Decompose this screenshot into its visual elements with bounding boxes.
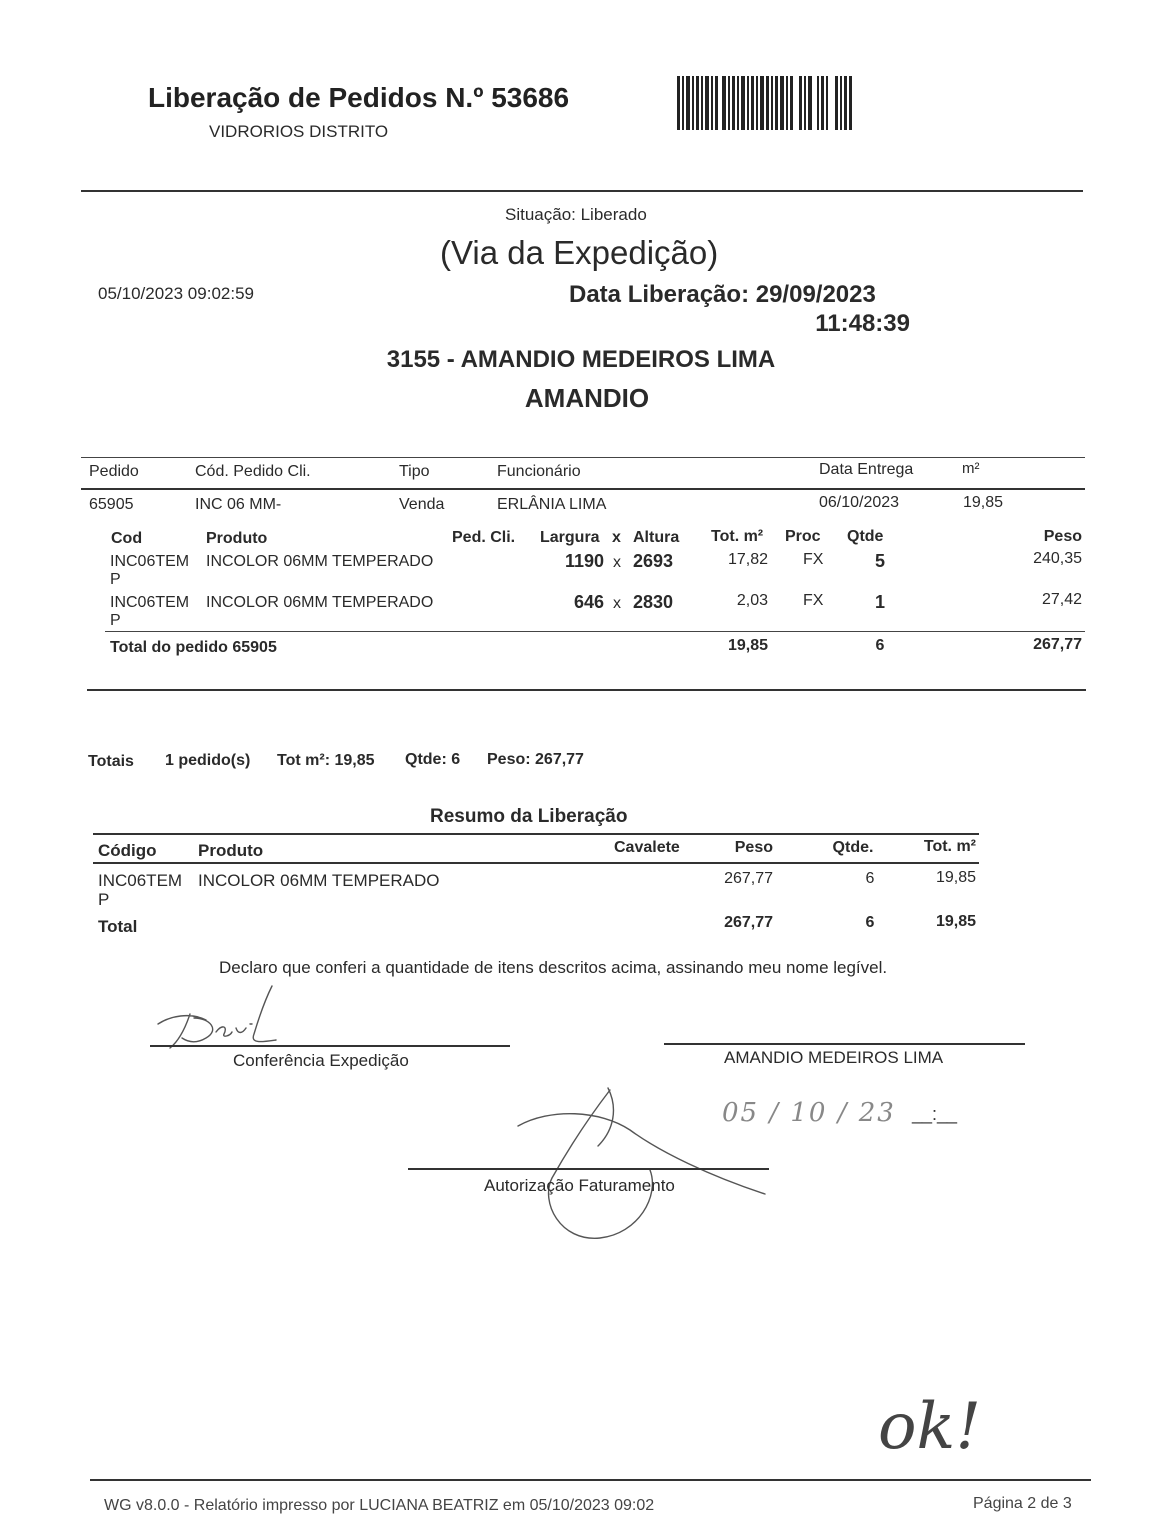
conferencia-signature-line xyxy=(150,1045,510,1047)
resumo-top-rule xyxy=(93,833,979,835)
item-peso: 240,35 xyxy=(1033,550,1082,567)
order-cod-pedido-cli: INC 06 MM- xyxy=(195,496,282,513)
totals-label: Totais xyxy=(88,753,134,770)
item-qtde: 5 xyxy=(874,551,885,571)
resumo-header-tot-m2: Tot. m² xyxy=(923,838,976,855)
header-divider xyxy=(81,190,1083,192)
item-header-altura: Altura xyxy=(633,529,680,546)
item-altura: 2830 xyxy=(633,592,674,612)
item-largura: 1190 xyxy=(564,551,604,571)
item-altura: 2693 xyxy=(633,551,674,571)
col-header-funcionario: Funcionário xyxy=(497,463,581,480)
situacao-text: Situação: Liberado xyxy=(505,205,647,224)
resumo-total-label: Total xyxy=(98,917,138,936)
col-header-data-entrega: Data Entrega xyxy=(819,461,914,478)
autorizacao-label: Autorização Faturamento xyxy=(484,1176,675,1195)
resumo-peso: 267,77 xyxy=(724,870,773,887)
via-title: (Via da Expedição) xyxy=(440,234,719,271)
resumo-qtde: 6 xyxy=(865,870,875,887)
resumo-header-peso: Peso xyxy=(734,839,773,856)
item-header-proc: Proc xyxy=(785,528,821,545)
item-cod: INC06TEM xyxy=(110,553,190,570)
col-header-cod-pedido-cli: Cód. Pedido Cli. xyxy=(195,463,311,480)
print-datetime: 05/10/2023 09:02:59 xyxy=(98,284,254,303)
item-produto: INCOLOR 06MM TEMPERADO xyxy=(206,553,434,570)
order-table-bottom-rule xyxy=(87,689,1086,691)
client-line: 3155 - AMANDIO MEDEIROS LIMA xyxy=(386,346,776,373)
time-blank: __:__ xyxy=(912,1104,958,1124)
item-qtde: 1 xyxy=(874,592,885,612)
item-tot-m2: 2,03 xyxy=(736,592,768,609)
footer-page-number: Página 2 de 3 xyxy=(973,1495,1072,1512)
item-header-cod: Cod xyxy=(111,530,143,547)
order-tipo: Venda xyxy=(399,496,445,513)
barcode xyxy=(677,76,852,130)
resumo-codigo: INC06TEM xyxy=(98,871,183,890)
col-header-tipo: Tipo xyxy=(399,463,430,480)
item-x: x xyxy=(613,595,621,612)
order-m2: 19,85 xyxy=(963,494,1004,511)
item-peso: 27,42 xyxy=(1041,591,1082,608)
order-total-m2: 19,85 xyxy=(727,637,768,654)
resumo-tot-m2: 19,85 xyxy=(935,869,976,886)
resumo-header-codigo: Código xyxy=(98,841,157,860)
order-funcionario: ERLÂNIA LIMA xyxy=(497,496,607,513)
autorizacao-signature-line xyxy=(408,1168,769,1170)
conferencia-label: Conferência Expedição xyxy=(233,1051,409,1070)
order-table-header-rule xyxy=(81,488,1085,490)
handwritten-date: 05 / 10 / 23 xyxy=(722,1098,896,1128)
item-tot-m2: 17,82 xyxy=(727,551,768,568)
col-header-m2: m² xyxy=(962,460,980,477)
item-proc: FX xyxy=(803,592,824,609)
item-header-qtde: Qtde xyxy=(847,528,884,545)
order-pedido: 65905 xyxy=(89,496,134,513)
order-table-top-rule xyxy=(81,457,1085,458)
item-cod: INC06TEM xyxy=(110,594,190,611)
handwritten-ok: ok! xyxy=(878,1390,982,1464)
footer-rule xyxy=(90,1479,1091,1481)
totals-pedidos: 1 pedido(s) xyxy=(165,752,251,769)
item-header-ped-cli: Ped. Cli. xyxy=(452,529,516,546)
item-cod-wrap: P xyxy=(110,571,121,588)
totals-m2: Tot m²: 19,85 xyxy=(277,752,375,769)
item-largura: 646 xyxy=(573,592,604,612)
item-header-produto: Produto xyxy=(206,530,268,547)
client-signature-name: AMANDIO MEDEIROS LIMA xyxy=(724,1048,944,1067)
item-cod-wrap: P xyxy=(110,612,121,629)
items-total-rule xyxy=(105,631,1085,632)
liberacao-date: Data Liberação: 29/09/2023 xyxy=(569,281,876,308)
declaration-text: Declaro que conferi a quantidade de itens descritos acima, assinando meu nome legível. xyxy=(219,958,888,977)
resumo-header-rule xyxy=(93,862,979,864)
order-total-peso: 267,77 xyxy=(1033,636,1082,653)
item-x: x xyxy=(613,554,621,571)
client-short: AMANDIO xyxy=(524,383,650,413)
company-name: VIDRORIOS DISTRITO xyxy=(209,122,389,141)
col-header-pedido: Pedido xyxy=(89,463,139,480)
resumo-codigo-wrap: P xyxy=(98,890,110,909)
document-title: Liberação de Pedidos N.º 53686 xyxy=(148,82,570,113)
item-header-largura: Largura xyxy=(540,529,600,546)
resumo-header-qtde: Qtde. xyxy=(832,839,874,856)
order-data-entrega: 06/10/2023 xyxy=(819,494,900,511)
resumo-total-tot-m2: 19,85 xyxy=(935,913,976,930)
resumo-total-qtde: 6 xyxy=(865,914,875,931)
order-total-label: Total do pedido 65905 xyxy=(110,639,277,656)
item-produto: INCOLOR 06MM TEMPERADO xyxy=(206,594,434,611)
client-signature-line xyxy=(664,1043,1025,1045)
order-total-qtde: 6 xyxy=(875,637,885,654)
resumo-produto: INCOLOR 06MM TEMPERADO xyxy=(198,871,440,890)
resumo-total-peso: 267,77 xyxy=(724,914,773,931)
resumo-title: Resumo da Liberação xyxy=(430,806,628,827)
footer-printed-by: WG v8.0.0 - Relatório impresso por LUCIANA BEATRIZ em 05/10/2023 09:02 xyxy=(104,1497,655,1514)
item-header-peso: Peso xyxy=(1043,528,1082,545)
resumo-header-produto: Produto xyxy=(198,841,264,860)
item-header-x: x xyxy=(612,529,621,546)
autorizacao-signature-drawing xyxy=(510,1086,770,1246)
totals-qtde: Qtde: 6 xyxy=(405,751,461,768)
liberacao-time: 11:48:39 xyxy=(815,310,910,337)
totals-peso: Peso: 267,77 xyxy=(487,751,584,768)
resumo-header-cavalete: Cavalete xyxy=(614,839,680,856)
item-proc: FX xyxy=(803,551,824,568)
item-header-tot-m2: Tot. m² xyxy=(711,528,764,545)
